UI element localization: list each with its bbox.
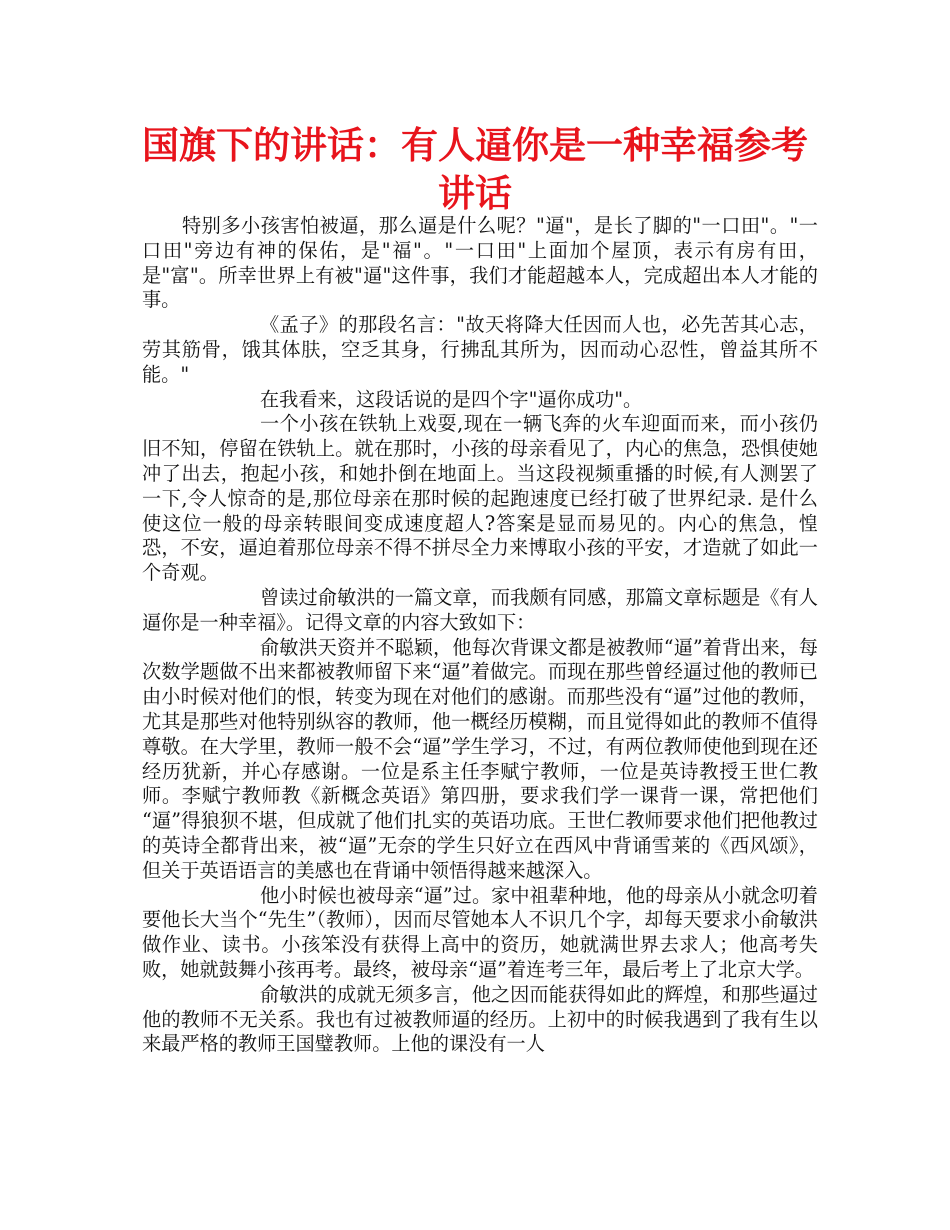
paragraph-1: 特别多小孩害怕被逼，那么逼是什么呢？"逼"，是长了脚的"一口田"。"一口田"旁边有神的保佑，是"福"。"一口田"上面加个屋顶，表示有房有田，是"富"。所幸世界上有被"逼"这件事，我们才能超越本人，完成超出本人才能的事。 <box>142 214 818 312</box>
paragraph-8: 俞敏洪的成就无须多言，他之因而能获得如此的辉煌，和那些逼过他的教师不无关系。我也有过被教师逼的经历。上初中的时候我遇到了我有生以来最严格的教师王国璧教师。上他的课没有一人 <box>142 982 818 1056</box>
paragraph-7: 他小时候也被母亲“逼”过。家中祖辈种地，他的母亲从小就念叨着要他长大当个“先生”（教师），因而尽管她本人不识几个字，却每天要求小俞敏洪做作业、读书。小孩笨没有获得上高中的资历，她就满世界去求人；他高考失败，她就鼓舞小孩再考。最终，被母亲“逼”着连考三年，最后考上了北京大学。 <box>142 883 818 981</box>
paragraph-3: 在我看来，这段话说的是四个字"逼你成功"。 <box>260 387 643 411</box>
paragraph-2: 《孟子》的那段名言："故天将降大任因而人也，必先苦其心志，劳其筋骨，饿其体肤，空乏其身，行拂乱其所为，因而动心忍性，曾益其所不能。" <box>142 313 818 386</box>
document-body <box>142 214 818 1057</box>
paragraph-6: 俞敏洪天资并不聪颖，他每次背课文都是被教师“逼”着背出来，每次数学题做不出来都被教师留下来“逼”着做完。而现在那些曾经逼过他的教师已由小时候对他们的恨，转变为现在对他们的感谢。而那些没有“逼”过他的教师，尤其是那些对他特别纵容的教师，他一概经历模糊，而且觉得如此的教师不值得尊敬。在大学里，教师一般不会“逼”学生学习，不过，有两位教师使他到现在还经历犹新，并心存感谢。一位是系主任李赋宁教师，一位是英诗教授王世仁教师。李赋宁教师教《新概念英语》第四册，要求我们学一课背一课，常把他们 “逼”得狼狈不堪，但成就了他们扎实的英语功底。王世仁教师要求他们把他教过的英诗全都背出来，被“逼”无奈的学生只好立在西风中背诵雪莱的《西风颂》，但关于英语语言的美感也在背诵中领悟得越来越深入。 <box>142 635 818 882</box>
paragraph-5: 曾读过俞敏洪的一篇文章，而我颇有同感，那篇文章标题是《有人逼你是一种幸福》。记得文章的内容大致如下： <box>142 585 818 634</box>
document-title: 国旗下的讲话：有人逼你是一种幸福参考讲话 <box>142 124 808 215</box>
paragraph-4: 一个小孩在铁轨上戏耍,现在一辆飞奔的火车迎面而来，而小孩仍旧不知，停留在铁轨上。就在那时，小孩的母亲看见了，内心的焦急，恐惧使她冲了出去，抱起小孩，和她扑倒在地面上。当这段视频重播的时候,有人测罢了一下,令人惊奇的是,那位母亲在那时候的起跑速度已经打破了世界纪录. 是什么使这位一般的母亲转眼间变成速度超人?答案是显而易见的。内心的焦急，惶恐，不安，逼迫着那位母亲不得不拼尽全力来博取小孩的平安，才造就了如此一个奇观。 <box>142 412 818 585</box>
